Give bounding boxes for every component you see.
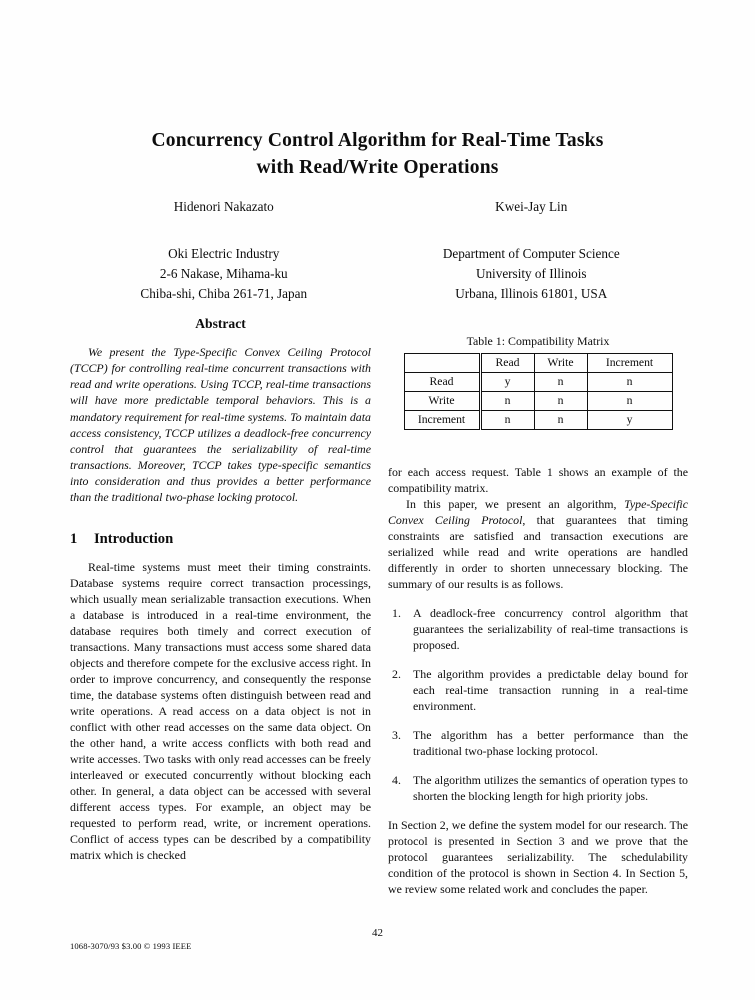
author-affiliation-line: Urbana, Illinois 61801, USA [455,286,608,302]
table-column-header: Write [534,354,587,373]
table-caption: Table 1: Compatibility Matrix [466,334,610,348]
list-item: The algorithm has a better performance than the traditional two-phase locking protocol. [413,728,688,759]
table-cell: n [587,373,672,392]
table-column-header: Read [480,354,534,373]
table-cell: n [480,411,534,430]
paragraph-text-post: , that guarantees that timing constraints are satisfied and transaction executions are serialized while read and write operations are handled differently in order to shorten unnecessary blocking. The summary of our results is as follows. [388,513,688,592]
table-row-header: Write [404,392,480,411]
paragraph-text-pre: In this paper, we present an algorithm, [406,497,625,512]
author-entry-2 [378,200,686,304]
author-affiliation-line: Oki Electric Industry [168,246,280,262]
table-cell: y [480,373,534,392]
contribution-intro-paragraph [388,496,688,592]
table-cell: n [587,392,672,411]
author-block [70,200,685,304]
abstract-heading: Abstract [195,316,246,331]
table-cell: n [534,392,587,411]
author-affiliation-line: 2-6 Nakase, Mihama-ku [159,266,288,282]
table-1-container [388,334,688,430]
page-number: 42 [372,927,383,939]
title-line-1: Concurrency Control Algorithm for Real-Time Tasks [151,130,604,151]
table-cell: n [534,411,587,430]
section-heading-introduction [70,531,371,548]
title-line-2: with Read/Write Operations [256,156,499,178]
table-corner-cell [404,354,480,373]
author-entry-1 [70,200,378,304]
right-column [388,334,688,897]
section-number: 1 [70,531,78,548]
author-affiliation-line: Department of Computer Science [442,246,620,262]
title-block [70,128,685,182]
table-row [404,392,672,411]
author-affiliation-line: Chiba-shi, Chiba 261-71, Japan [140,286,308,302]
table-cell: n [480,392,534,411]
table-row [404,373,672,392]
table-row-header: Read [404,373,480,392]
table-cell: y [587,411,672,430]
list-item: A deadlock-free concurrency control algorithm that guarantees the serializability of real-time transactions is proposed. [413,606,688,653]
abstract-text: We present the Type-Specific Convex Ceiling Protocol (TCCP) for controlling real-time concurrent transactions with read and write operations. Using TCCP, real-time transactions will have more predictable temporal behaviors. This is a mandatory requirement for real-time systems. To maintain data access consistency, TCCP utilizes a deadlock-free concurrency control that guarantees the serializability of real-time transactions. Moreover, TCCP takes type-specific semantics into consideration and thus provides a better performance than the traditional two-phase locking protocol. [70,345,371,505]
continued-paragraph: for each access request. Table 1 shows an example of the compatibility matrix. [388,465,688,496]
page-title [70,128,685,182]
table-header-row [404,354,672,373]
list-item: The algorithm utilizes the semantics of operation types to shorten the blocking length for high priority jobs. [413,773,688,804]
table-cell: n [534,373,587,392]
section-title: Introduction [94,531,174,548]
left-column [70,316,371,863]
list-item: The algorithm provides a predictable delay bound for each real-time transaction running in a real-time environment. [413,667,688,714]
table-row-header: Increment [404,411,480,430]
author-name: Kwei-Jay Lin [495,199,568,214]
copyright-notice: 1068-3070/93 $3.00 © 1993 IEEE [70,941,192,951]
introduction-paragraph: Real-time systems must meet their timing constraints. Database systems require correct transaction processings, which usually mean serializable transaction executions. When a database is introduced in a real-time environment, the database requires both timely and correct execution of transactions. Many transactions must access some shared data objects and therefore compete for the exclusive access right. In order to improve concurrency, and consequently the response time, the database systems often distinguish between read and write operations. A read access on a data object is not in conflict with other read accesses on the same data object. On the other hand, a write access conflicts with both read and write accesses. Two tasks with only read accesses can be freely interleaved or executed concurrently without blocking each other. In general, a data object can be accessed with several different access types. For example, an object may be requested to perform read, write, or increment operations. Conflict of access types can be described by a compatibility matrix which is checked [70,560,371,863]
compatibility-matrix-table [404,353,673,430]
table-row [404,411,672,430]
results-list [388,605,688,804]
table-column-header: Increment [587,354,672,373]
paper-organization-paragraph: In Section 2, we define the system model for our research. The protocol is presented in Section 3 and we prove that the protocol guarantees serializability. The schedulability condition of the protocol is shown in Section 4. In Section 5, we review some related work and concludes the paper. [388,818,688,897]
author-affiliation-line: University of Illinois [475,266,587,282]
author-name: Hidenori Nakazato [173,199,274,214]
protocol-name-italic: Type-Specific Convex Ceiling Protocol [388,497,688,528]
